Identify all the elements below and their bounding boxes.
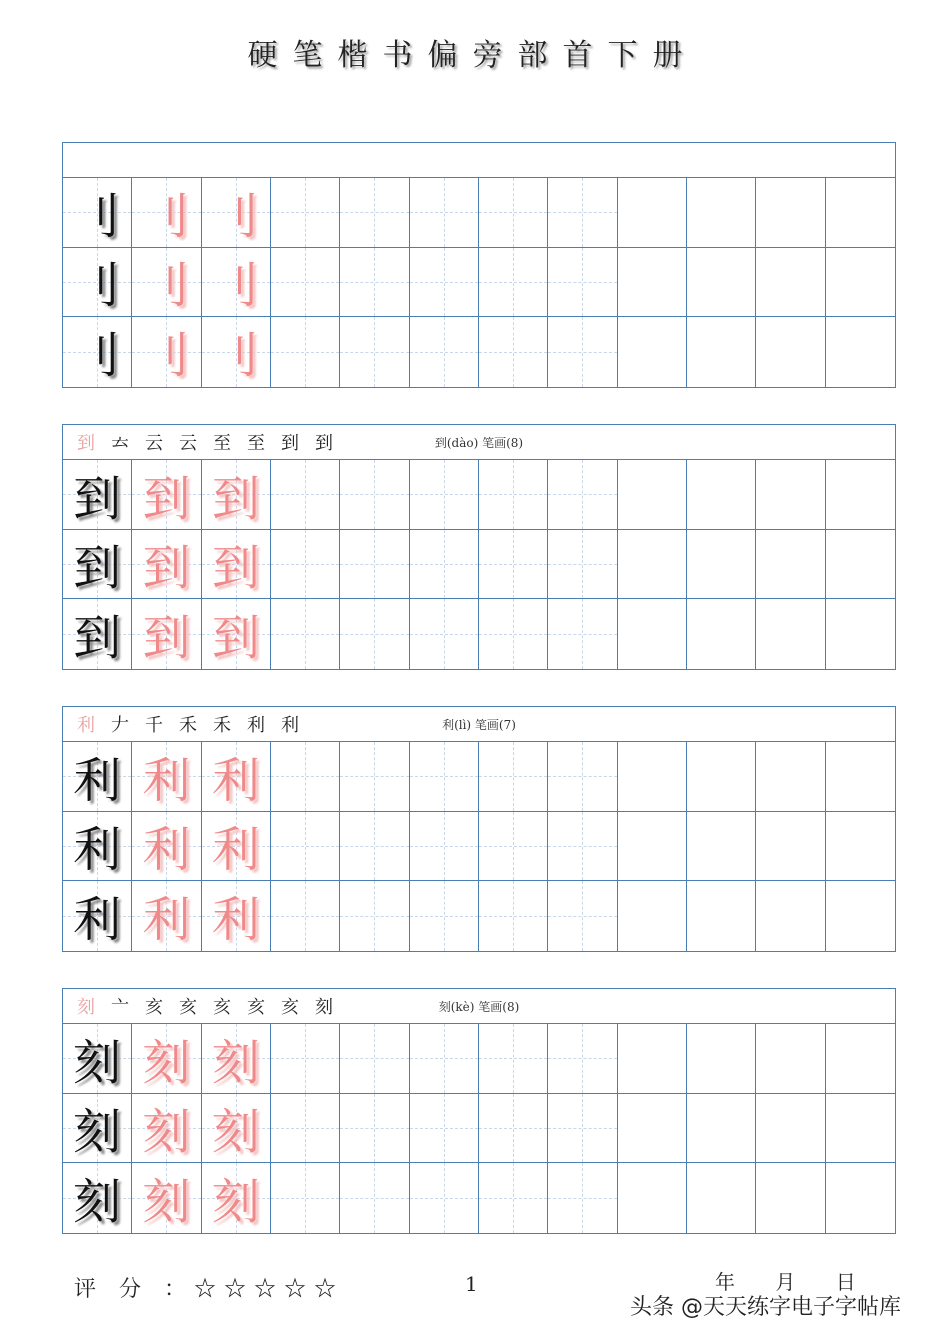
practice-cell[interactable] <box>618 599 687 669</box>
trace-character: 利 <box>142 892 191 949</box>
practice-cell[interactable] <box>202 1163 271 1233</box>
practice-cell[interactable] <box>271 1024 340 1094</box>
practice-cell[interactable] <box>63 1024 132 1094</box>
stroke-step: 到 <box>281 433 299 454</box>
stroke-step: 刻 <box>77 997 95 1018</box>
practice-cell[interactable] <box>410 812 479 882</box>
practice-cell[interactable] <box>63 1163 132 1233</box>
practice-cell[interactable] <box>340 1024 409 1094</box>
model-character: 利 <box>73 892 122 949</box>
practice-cell[interactable] <box>410 599 479 669</box>
practice-cell[interactable] <box>63 460 132 530</box>
practice-cell[interactable] <box>271 460 340 530</box>
practice-cell[interactable] <box>202 812 271 882</box>
practice-cell[interactable] <box>479 812 548 882</box>
practice-cell[interactable] <box>63 317 132 387</box>
practice-cell[interactable] <box>618 812 687 882</box>
practice-cell[interactable] <box>63 530 132 600</box>
practice-cell[interactable] <box>756 460 825 530</box>
trace-character: 刂 <box>211 258 260 315</box>
practice-cell[interactable] <box>479 317 548 387</box>
practice-cell[interactable] <box>548 1024 617 1094</box>
practice-cell[interactable] <box>618 1024 687 1094</box>
practice-cell[interactable] <box>340 248 409 318</box>
practice-cell[interactable] <box>548 742 617 812</box>
practice-cell[interactable] <box>548 599 617 669</box>
watermark: 头条 @天天练字电子字帖库 <box>630 1295 901 1320</box>
practice-cell[interactable] <box>548 178 617 248</box>
character-info: 刻(kè) 笔画(8) <box>438 1000 520 1014</box>
practice-cell[interactable] <box>618 460 687 530</box>
stroke-step: 到 <box>315 433 333 454</box>
practice-cell[interactable] <box>63 881 132 951</box>
stroke-step: 利 <box>281 715 299 736</box>
stroke-order <box>63 989 341 1023</box>
practice-cell[interactable] <box>202 460 271 530</box>
practice-cell[interactable] <box>132 178 201 248</box>
practice-cell[interactable] <box>479 1094 548 1164</box>
practice-cell[interactable] <box>826 248 895 318</box>
trace-character: 刻 <box>142 1104 191 1161</box>
practice-cell[interactable] <box>687 460 756 530</box>
practice-cell[interactable] <box>340 599 409 669</box>
trace-character: 刻 <box>142 1034 191 1091</box>
practice-block <box>62 142 896 388</box>
trace-character: 利 <box>211 892 260 949</box>
practice-cell[interactable] <box>132 599 201 669</box>
trace-character: 刂 <box>211 328 260 385</box>
stroke-step: 亥 <box>281 997 299 1018</box>
practice-cell[interactable] <box>687 178 756 248</box>
stroke-step: 利 <box>247 715 265 736</box>
stroke-step: 千 <box>145 715 163 736</box>
stroke-order <box>63 143 69 177</box>
practice-cell[interactable] <box>826 178 895 248</box>
practice-cell[interactable] <box>687 317 756 387</box>
practice-cell[interactable] <box>826 460 895 530</box>
practice-cell[interactable] <box>687 248 756 318</box>
practice-cell[interactable] <box>618 530 687 600</box>
practice-cell[interactable] <box>202 317 271 387</box>
practice-cell[interactable] <box>132 812 201 882</box>
practice-cell[interactable] <box>63 1094 132 1164</box>
practice-cell[interactable] <box>271 1163 340 1233</box>
trace-character: 利 <box>142 822 191 879</box>
trace-character: 利 <box>211 822 260 879</box>
practice-cell[interactable] <box>410 1024 479 1094</box>
model-character: 到 <box>73 470 122 527</box>
practice-cell[interactable] <box>63 599 132 669</box>
practice-cell[interactable] <box>479 530 548 600</box>
model-character: 利 <box>73 752 122 809</box>
practice-cell[interactable] <box>618 248 687 318</box>
practice-cell[interactable] <box>479 248 548 318</box>
practice-row <box>63 460 895 530</box>
block-header <box>63 143 895 178</box>
stroke-step: 至 <box>213 433 231 454</box>
practice-cell[interactable] <box>63 742 132 812</box>
practice-cell[interactable] <box>826 881 895 951</box>
stroke-step: 利 <box>77 715 95 736</box>
practice-cell[interactable] <box>479 1163 548 1233</box>
practice-row <box>63 1024 895 1094</box>
stroke-step: 禾 <box>213 715 231 736</box>
practice-cell[interactable] <box>410 178 479 248</box>
practice-cell[interactable] <box>756 1163 825 1233</box>
practice-cell[interactable] <box>826 1024 895 1094</box>
practice-cell[interactable] <box>618 1094 687 1164</box>
practice-cell[interactable] <box>340 178 409 248</box>
practice-cell[interactable] <box>271 742 340 812</box>
practice-cell[interactable] <box>826 1163 895 1233</box>
trace-character: 刂 <box>142 328 191 385</box>
practice-cell[interactable] <box>410 460 479 530</box>
practice-cell[interactable] <box>756 881 825 951</box>
trace-character: 刂 <box>142 258 191 315</box>
practice-cell[interactable] <box>410 742 479 812</box>
model-character: 到 <box>73 610 122 667</box>
practice-cell[interactable] <box>132 1163 201 1233</box>
practice-cell[interactable] <box>479 178 548 248</box>
practice-cell[interactable] <box>687 530 756 600</box>
practice-cell[interactable] <box>202 881 271 951</box>
practice-cell[interactable] <box>202 599 271 669</box>
stroke-step: 到 <box>77 433 95 454</box>
practice-block <box>62 424 896 670</box>
practice-cell[interactable] <box>132 317 201 387</box>
practice-cell[interactable] <box>687 599 756 669</box>
practice-cell[interactable] <box>618 742 687 812</box>
stroke-step: 云 <box>179 433 197 454</box>
practice-cell[interactable] <box>826 599 895 669</box>
practice-cell[interactable] <box>340 812 409 882</box>
trace-character: 到 <box>211 610 260 667</box>
practice-row <box>63 530 895 600</box>
trace-character: 利 <box>211 752 260 809</box>
practice-cell[interactable] <box>618 317 687 387</box>
model-character: 刂 <box>73 258 122 315</box>
model-character: 刻 <box>73 1104 122 1161</box>
practice-cell[interactable] <box>687 742 756 812</box>
practice-cell[interactable] <box>756 178 825 248</box>
practice-cell[interactable] <box>271 1094 340 1164</box>
practice-cell[interactable] <box>410 1163 479 1233</box>
practice-row <box>63 1163 895 1233</box>
practice-cell[interactable] <box>548 881 617 951</box>
model-character: 到 <box>73 540 122 597</box>
practice-block <box>62 706 896 952</box>
practice-cell[interactable] <box>548 530 617 600</box>
practice-cell[interactable] <box>687 812 756 882</box>
practice-cell[interactable] <box>202 1024 271 1094</box>
practice-cell[interactable] <box>202 1094 271 1164</box>
character-info: 利(lì) 笔画(7) <box>442 718 516 732</box>
score-label: 评 分 ：☆☆☆☆☆ <box>74 1277 344 1302</box>
practice-row <box>63 742 895 812</box>
footer <box>0 1270 945 1320</box>
practice-cell[interactable] <box>410 1094 479 1164</box>
practice-cell[interactable] <box>340 317 409 387</box>
model-character: 刻 <box>73 1174 122 1231</box>
practice-cell[interactable] <box>479 742 548 812</box>
stroke-step: 亥 <box>213 997 231 1018</box>
practice-cell[interactable] <box>202 530 271 600</box>
practice-cell[interactable] <box>410 530 479 600</box>
practice-cell[interactable] <box>63 248 132 318</box>
practice-cell[interactable] <box>202 248 271 318</box>
practice-cell[interactable] <box>826 1094 895 1164</box>
stroke-step: 刻 <box>315 997 333 1018</box>
practice-cell[interactable] <box>756 248 825 318</box>
stroke-step: 亥 <box>179 997 197 1018</box>
practice-cell[interactable] <box>340 530 409 600</box>
block-header <box>63 707 895 742</box>
trace-character: 刻 <box>211 1104 260 1161</box>
trace-character: 刻 <box>142 1174 191 1231</box>
trace-character: 到 <box>142 470 191 527</box>
practice-cell[interactable] <box>756 599 825 669</box>
practice-cell[interactable] <box>618 881 687 951</box>
stroke-step: 亥 <box>247 997 265 1018</box>
practice-cell[interactable] <box>756 812 825 882</box>
practice-cell[interactable] <box>132 1024 201 1094</box>
practice-cell[interactable] <box>687 1163 756 1233</box>
practice-cell[interactable] <box>826 317 895 387</box>
practice-cell[interactable] <box>826 742 895 812</box>
stroke-step: 亠 <box>111 997 129 1018</box>
practice-cell[interactable] <box>618 1163 687 1233</box>
practice-cell[interactable] <box>132 1094 201 1164</box>
model-character: 刂 <box>73 328 122 385</box>
practice-cell[interactable] <box>271 248 340 318</box>
practice-cell[interactable] <box>548 1163 617 1233</box>
practice-row <box>63 599 895 669</box>
stroke-order <box>63 425 341 459</box>
practice-cell[interactable] <box>756 742 825 812</box>
practice-cell[interactable] <box>410 881 479 951</box>
practice-row <box>63 881 895 951</box>
practice-cell[interactable] <box>271 881 340 951</box>
trace-character: 利 <box>142 752 191 809</box>
practice-cell[interactable] <box>548 248 617 318</box>
practice-row <box>63 812 895 882</box>
practice-cell[interactable] <box>756 1094 825 1164</box>
practice-cell[interactable] <box>410 248 479 318</box>
practice-cell[interactable] <box>687 881 756 951</box>
character-info: 到(dào) 笔画(8) <box>434 436 524 450</box>
trace-character: 到 <box>142 610 191 667</box>
practice-cell[interactable] <box>202 742 271 812</box>
trace-character: 刻 <box>211 1034 260 1091</box>
trace-character: 到 <box>142 540 191 597</box>
practice-cell[interactable] <box>756 317 825 387</box>
practice-cell[interactable] <box>271 178 340 248</box>
stroke-step: 𠂇 <box>111 715 129 736</box>
stroke-step: 云 <box>145 433 163 454</box>
model-character: 刻 <box>73 1034 122 1091</box>
practice-cell[interactable] <box>271 317 340 387</box>
model-character: 刂 <box>73 188 122 245</box>
practice-cell[interactable] <box>271 530 340 600</box>
trace-character: 刻 <box>211 1174 260 1231</box>
stroke-order <box>63 707 307 741</box>
practice-cell[interactable] <box>479 460 548 530</box>
practice-cell[interactable] <box>132 881 201 951</box>
trace-character: 到 <box>211 470 260 527</box>
practice-cell[interactable] <box>756 530 825 600</box>
practice-row <box>63 1094 895 1164</box>
practice-cell[interactable] <box>548 1094 617 1164</box>
practice-cell[interactable] <box>340 742 409 812</box>
practice-cell[interactable] <box>340 1163 409 1233</box>
date-year: 年 <box>715 1270 735 1294</box>
stroke-step: 亥 <box>145 997 163 1018</box>
practice-row <box>63 317 895 387</box>
block-header <box>63 989 895 1024</box>
practice-cell[interactable] <box>479 599 548 669</box>
practice-cell[interactable] <box>548 812 617 882</box>
page-number: 1 <box>465 1272 478 1296</box>
practice-cell[interactable] <box>410 317 479 387</box>
practice-cell[interactable] <box>63 178 132 248</box>
practice-cell[interactable] <box>826 812 895 882</box>
practice-cell[interactable] <box>132 460 201 530</box>
practice-cell[interactable] <box>479 1024 548 1094</box>
practice-cell[interactable] <box>687 1094 756 1164</box>
practice-cell[interactable] <box>202 178 271 248</box>
practice-cell[interactable] <box>548 460 617 530</box>
practice-cell[interactable] <box>687 1024 756 1094</box>
practice-cell[interactable] <box>340 460 409 530</box>
stroke-step: 𠫓 <box>111 433 129 454</box>
trace-character: 到 <box>211 540 260 597</box>
practice-cell[interactable] <box>132 742 201 812</box>
practice-cell[interactable] <box>132 248 201 318</box>
practice-cell[interactable] <box>271 599 340 669</box>
date-day: 日 <box>835 1270 856 1294</box>
practice-cell[interactable] <box>826 530 895 600</box>
practice-cell[interactable] <box>548 317 617 387</box>
practice-cell[interactable] <box>618 178 687 248</box>
trace-character: 刂 <box>142 188 191 245</box>
date-month: 月 <box>775 1270 796 1294</box>
practice-block <box>62 988 896 1234</box>
practice-cell[interactable] <box>756 1024 825 1094</box>
stroke-step: 禾 <box>179 715 197 736</box>
practice-row <box>63 248 895 318</box>
practice-cell[interactable] <box>479 881 548 951</box>
practice-cell[interactable] <box>340 1094 409 1164</box>
practice-cell[interactable] <box>340 881 409 951</box>
practice-cell[interactable] <box>271 812 340 882</box>
practice-cell[interactable] <box>132 530 201 600</box>
trace-character: 刂 <box>211 188 260 245</box>
block-header <box>63 425 895 460</box>
stroke-step: 至 <box>247 433 265 454</box>
practice-cell[interactable] <box>63 812 132 882</box>
practice-row <box>63 178 895 248</box>
page-title: 硬笔楷书偏旁部首下册 <box>247 38 698 73</box>
model-character: 利 <box>73 822 122 879</box>
